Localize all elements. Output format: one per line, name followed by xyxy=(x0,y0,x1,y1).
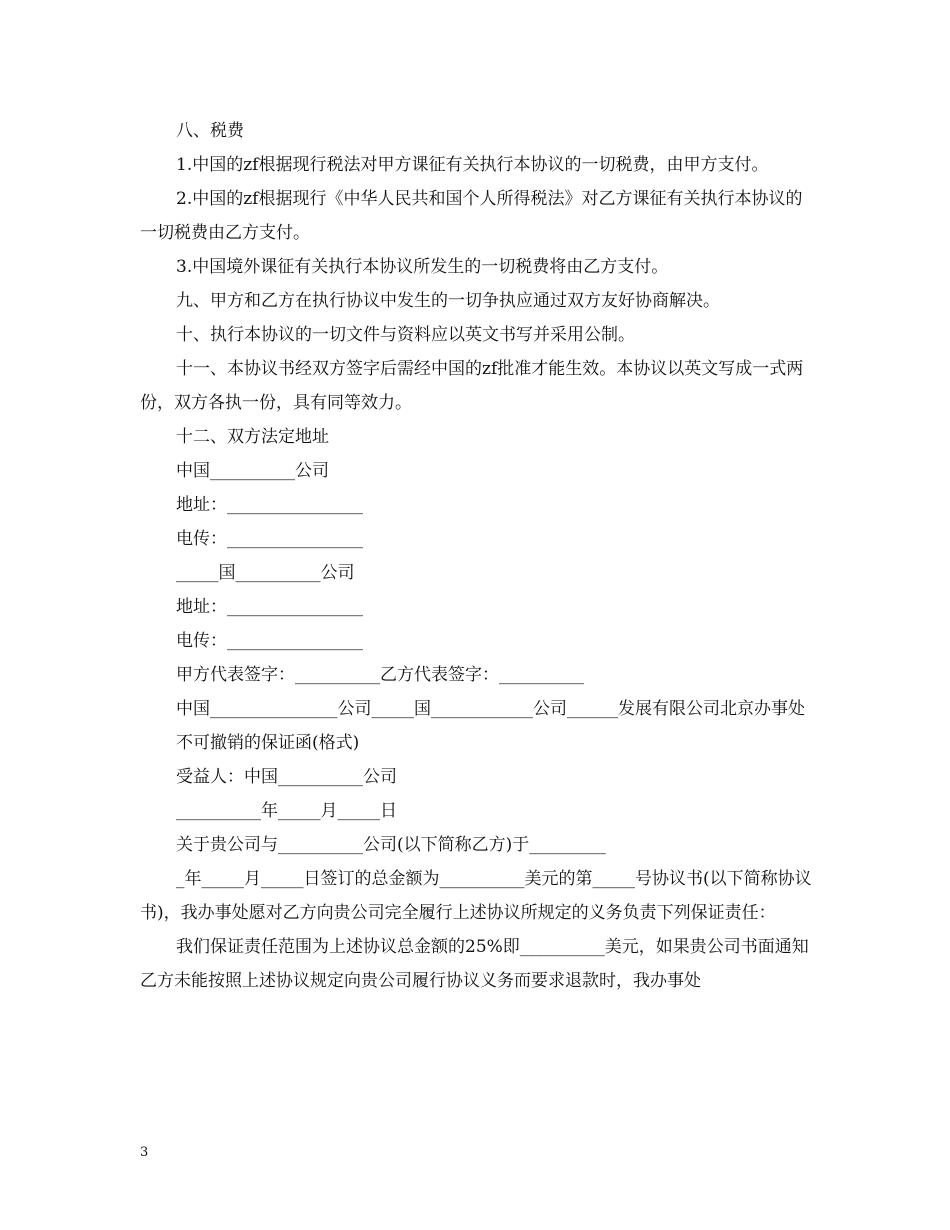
clause-8-3: 3.中国境外课征有关执行本协议所发生的一切税费将由乙方支付。 xyxy=(176,257,669,277)
clause-11: 十一、本协议书经双方签字后需经中国的zf批准才能生效。本协议以英文写成一式两份，双方各执一份，具有同等效力。 xyxy=(140,359,804,413)
office-line: 中国_______________公司_____国____________公司______发展有限公司北京办事处 xyxy=(176,699,805,719)
party-b-company: _____国__________公司 xyxy=(176,563,355,583)
party-b-address: 地址：________________ xyxy=(176,597,363,617)
guarantee-title: 不可撤销的保证函(格式) xyxy=(176,733,360,753)
date-line: __________年_____月_____日 xyxy=(176,801,397,821)
party-a-company: 中国__________公司 xyxy=(176,461,329,481)
guarantee-scope: 我们保证责任范围为上述协议总金额的25%即__________美元，如果贵公司书面通知乙方未能按照上述协议规定向贵公司履行协议义务而要求退款时，我办事处 xyxy=(140,937,809,991)
clause-8-1: 1.中国的zf根据现行税法对甲方课征有关执行本协议的一切税费，由甲方支付。 xyxy=(176,155,769,175)
party-a-telex: 电传：________________ xyxy=(176,529,363,549)
signature-line: 甲方代表签字：__________乙方代表签字：__________ xyxy=(176,665,584,685)
document-body xyxy=(140,114,812,998)
guarantee-intro: 关于贵公司与__________公司(以下简称乙方)于_________ xyxy=(176,835,606,855)
party-b-telex: 电传：________________ xyxy=(176,631,363,651)
clause-8-2: 2.中国的zf根据现行《中华人民共和国个人所得税法》对乙方课征有关执行本协议的一切税费由乙方支付。 xyxy=(140,189,803,243)
guarantee-body: _年_____月_____日签订的总金额为__________美元的第_____号协议书(以下简称协议书)，我办事处愿对乙方向贵公司完全履行上述协议所规定的义务负责下列保证责任： xyxy=(140,869,812,923)
page-number: 3 xyxy=(140,1145,149,1160)
clause-12-heading: 十二、双方法定地址 xyxy=(176,427,329,447)
beneficiary-line: 受益人：中国__________公司 xyxy=(176,767,397,787)
clause-9: 九、甲方和乙方在执行协议中发生的一切争执应通过双方友好协商解决。 xyxy=(176,291,720,311)
clause-10: 十、执行本协议的一切文件与资料应以英文书写并采用公制。 xyxy=(176,325,635,345)
party-a-address: 地址：________________ xyxy=(176,495,363,515)
heading-taxes: 八、税费 xyxy=(176,121,244,141)
